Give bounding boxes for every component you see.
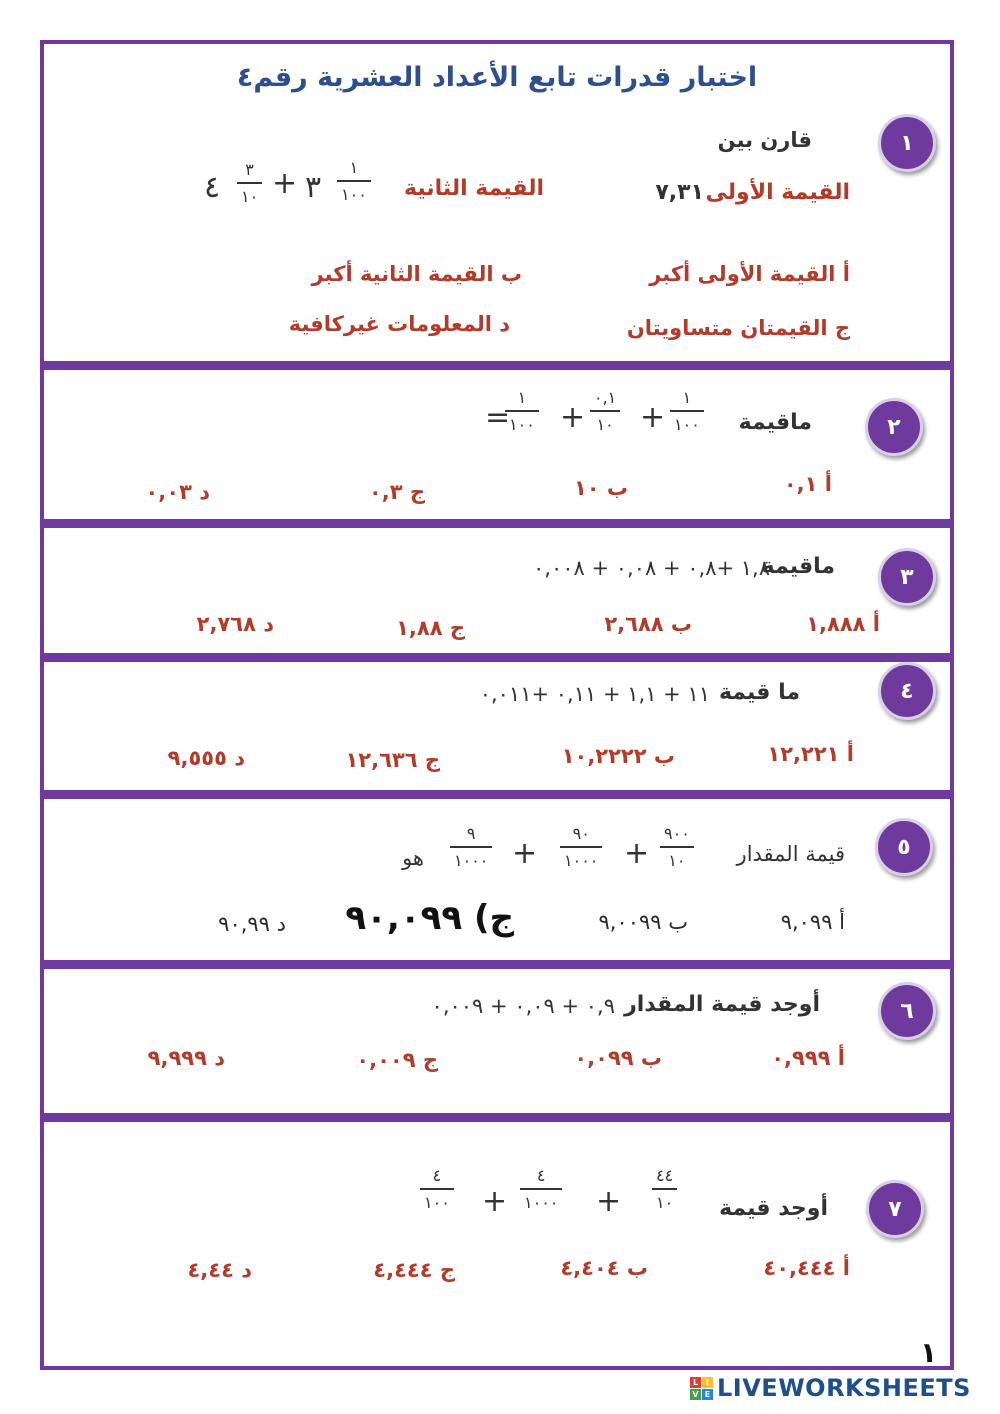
- option-a[interactable]: أ ٩,٠٩٩: [780, 910, 845, 934]
- option-b[interactable]: ب ١٠: [573, 476, 628, 500]
- section-divider: [44, 361, 950, 370]
- fraction: ٤٤ ١٠: [652, 1166, 677, 1212]
- question-number-badge: ٧: [866, 1180, 924, 1238]
- option-a[interactable]: أ ٠,١: [783, 472, 832, 496]
- plus-sign: +: [596, 1184, 622, 1219]
- section-divider: [44, 519, 950, 528]
- fraction: ١ ١٠٠: [505, 388, 539, 434]
- first-value: ٧,٣١: [655, 180, 704, 205]
- question-number-badge: ٤: [878, 662, 936, 720]
- question-prompt: ماقيمة: [738, 410, 812, 435]
- logo-text: LIVEWORKSHEETS: [717, 1374, 971, 1402]
- fraction: ٩٠ ١٠٠٠: [560, 824, 602, 870]
- plus-sign: +: [560, 400, 586, 435]
- section-divider: [44, 653, 950, 662]
- option-d[interactable]: د المعلومات غيركافية: [288, 312, 510, 336]
- question-number-badge: ٣: [878, 548, 936, 606]
- fraction: ١ ١٠٠: [337, 158, 371, 204]
- question-prompt: ماقيمة: [761, 554, 835, 579]
- plus-sign: +: [640, 400, 666, 435]
- plus-sign: +: [482, 1184, 508, 1219]
- fraction: ٤ ١٠٠: [420, 1166, 454, 1212]
- option-b[interactable]: ب ٩,٠٠٩٩: [598, 910, 688, 934]
- question-number-badge: ٥: [875, 818, 933, 876]
- second-value-label: القيمة الثانية: [404, 176, 544, 201]
- question-prompt: أوجد قيمة المقدار: [624, 992, 820, 1017]
- whole-number: ٤: [204, 170, 221, 205]
- whole-number: ٣: [305, 170, 322, 205]
- fraction: ٣ ١٠: [237, 160, 262, 206]
- plus-sign: +: [272, 166, 298, 201]
- question-suffix: هو: [402, 846, 424, 870]
- option-a[interactable]: أ ٠,٩٩٩: [771, 1046, 845, 1070]
- option-d[interactable]: د ٩٠,٩٩: [218, 912, 286, 936]
- option-a[interactable]: أ ١,٨٨٨: [806, 612, 880, 636]
- section-divider: [44, 960, 950, 969]
- question-number-badge: ١: [878, 114, 936, 172]
- option-c[interactable]: ج ١,٨٨: [396, 616, 465, 640]
- question-prompt: قارن بين: [717, 128, 812, 152]
- first-value-label: القيمة الأولى: [705, 180, 850, 205]
- question-expression: ١١ + ١,١ + ٠,١١ +٠,٠١١: [479, 682, 710, 706]
- question-number-badge: ٦: [878, 982, 936, 1040]
- plus-sign: +: [624, 836, 650, 871]
- section-divider: [44, 790, 950, 799]
- option-a[interactable]: أ القيمة الأولى أكبر: [649, 262, 850, 286]
- option-d[interactable]: د ٠,٠٣: [145, 480, 210, 504]
- option-a[interactable]: أ ٤٠,٤٤٤: [763, 1256, 850, 1280]
- question-expression: ١,٨ +٠,٨ + ٠,٠٨ + ٠,٠٠٨: [533, 556, 770, 580]
- plus-sign: +: [512, 836, 538, 871]
- equals-sign: =: [485, 400, 511, 435]
- question-number-badge: ٢: [865, 398, 923, 456]
- option-c[interactable]: ج ٠,٣: [368, 480, 425, 504]
- fraction: ٩ ١٠٠٠: [450, 824, 492, 870]
- question-expression: ٠,٩ + ٠,٠٩ + ٠,٠٠٩: [431, 994, 615, 1018]
- option-c[interactable]: ج القيمتان متساويتان: [626, 316, 850, 340]
- option-b[interactable]: ب ٤,٤٠٤: [560, 1256, 648, 1280]
- page-number: ١: [920, 1336, 938, 1369]
- question-prompt: ما قيمة: [718, 680, 800, 705]
- option-c[interactable]: ج ١٢,٦٣٦: [345, 748, 440, 772]
- option-d[interactable]: د ٩,٥٥٥: [167, 746, 245, 770]
- option-c[interactable]: ج ٤,٤٤٤: [373, 1258, 455, 1282]
- option-c[interactable]: ج) ٩٠,٠٩٩: [345, 898, 514, 938]
- option-c[interactable]: ج ٠,٠٠٩: [356, 1048, 438, 1072]
- option-d[interactable]: د ٢,٧٦٨: [196, 612, 274, 636]
- fraction: ٩٠٠ ١٠: [660, 824, 694, 870]
- question-prompt: أوجد قيمة: [719, 1196, 828, 1221]
- option-d[interactable]: د ٩,٩٩٩: [147, 1046, 225, 1070]
- section-divider: [44, 1113, 950, 1122]
- fraction: ٤ ١٠٠٠: [520, 1166, 562, 1212]
- option-a[interactable]: أ ١٢,٢٢١: [767, 742, 854, 766]
- fraction: ٠,١ ١٠: [590, 388, 620, 434]
- question-prompt: قيمة المقدار: [736, 842, 845, 866]
- option-d[interactable]: د ٤,٤٤: [187, 1258, 252, 1282]
- option-b[interactable]: ب القيمة الثانية أكبر: [311, 262, 522, 286]
- option-b[interactable]: ب ٢,٦٨٨: [604, 612, 692, 636]
- fraction: ١ ١٠٠: [670, 388, 704, 434]
- worksheet-title: اختبار قدرات تابع الأعداد العشرية رقم٤: [236, 62, 758, 93]
- option-b[interactable]: ب ٠,٠٩٩: [574, 1046, 662, 1070]
- option-b[interactable]: ب ١٠,٢٢٢٢: [561, 744, 675, 768]
- logo-icon: L I V E: [690, 1377, 713, 1400]
- liveworksheets-logo: [690, 1374, 971, 1402]
